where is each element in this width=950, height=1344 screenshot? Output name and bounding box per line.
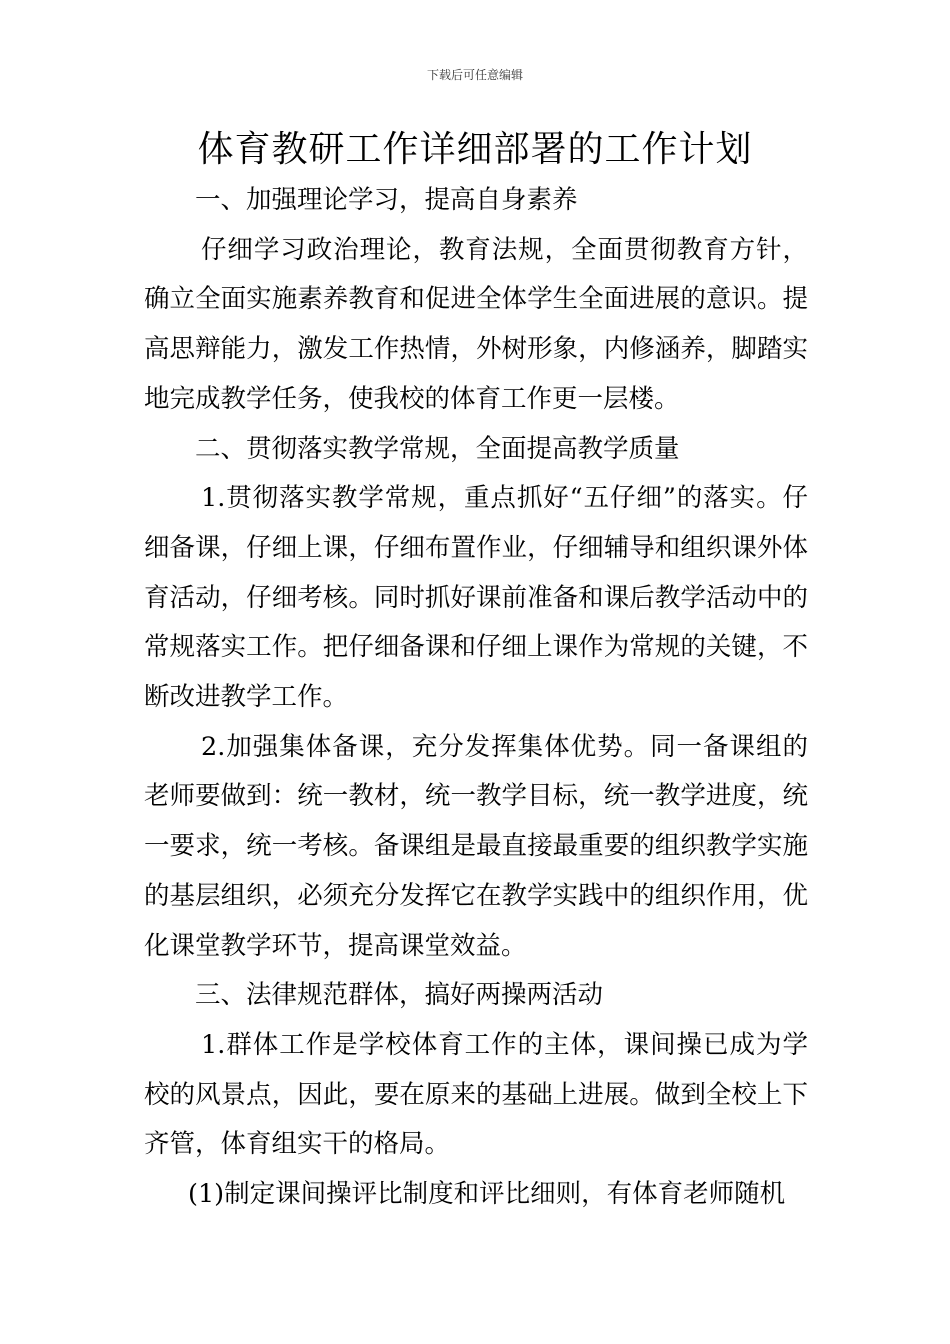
- section-heading-3: 三、法律规范群体，搞好两操两活动: [195, 980, 604, 1011]
- paragraph-1: 仔细学习政治理论，教育法规，全面贯彻教育方针，确立全面实施素养教育和促进全体学生全面进展的意识。提高思辩能力，激发工作热情，外树形象，内修涵养，脚踏实地完成教学任务，使我校的体育工作更一层楼。: [144, 234, 808, 414]
- paragraph-4: 1.群体工作是学校体育工作的主体，课间操已成为学校的风景点，因此，要在原来的基础上进展。做到全校上下齐管，体育组实干的格局。: [144, 1029, 808, 1160]
- document-title: 体育教研工作详细部署的工作计划: [197, 129, 753, 170]
- section-heading-1: 一、加强理论学习，提高自身素养: [195, 185, 578, 215]
- paragraph-3: 2.加强集体备课，充分发挥集体优势。同一备课组的老师要做到：统一教材，统一教学目标，统一教学进度，统一要求，统一考核。备课组是最直接最重要的组织教学实施的基层组织，必须充分发挥它在教学实践中的组织作用，优化课堂教学环节，提高课堂效益。: [144, 731, 808, 961]
- header-note: 下载后可任意编辑: [426, 68, 523, 82]
- paragraph-2: 1.贯彻落实教学常规，重点抓好“五仔细”的落实。仔细备课，仔细上课，仔细布置作业，仔细辅导和组织课外体育活动，仔细考核。同时抓好课前准备和课后教学活动中的常规落实工作。把仔细备课和仔细上课作为常规的关键，不断改进教学工作。: [144, 483, 808, 713]
- paragraph-5: (1)制定课间操评比制度和评比细则，有体育老师随机: [188, 1179, 786, 1210]
- document-body: [144, 176, 808, 1220]
- section-heading-2: 二、贯彻落实教学常规，全面提高教学质量: [195, 433, 680, 464]
